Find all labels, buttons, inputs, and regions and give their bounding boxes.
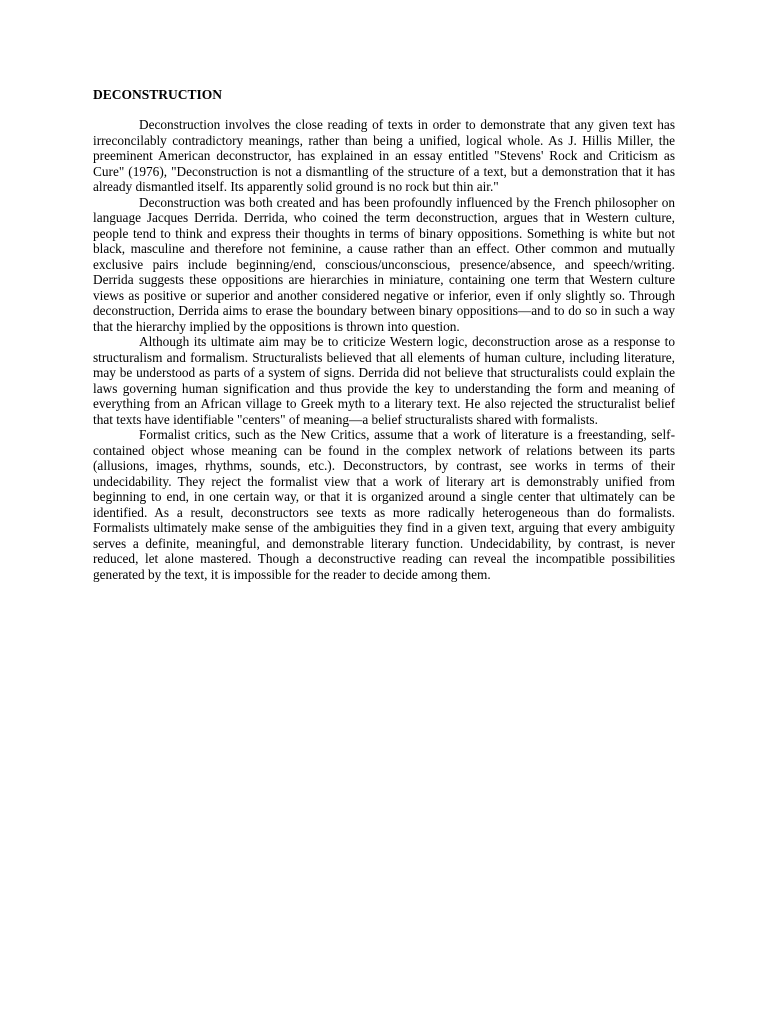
paragraph-1: Deconstruction involves the close reading of texts in order to demonstrate that any given text has irreconcilably contradictory meanings, rather than being a unified, logical whole. As J. Hillis Miller, the preeminent American deconstructor, has explained in an essay entitled "Stevens' Rock and Criticism as Cure" (1976), "Deconstruction is not a dismantling of the structure of a text, but a demonstration that it has already dismantled itself. Its apparently solid ground is no rock but thin air." xyxy=(93,117,675,194)
paragraph-2: Deconstruction was both created and has been profoundly influenced by the French philosopher on language Jacques Derrida. Derrida, who coined the term deconstruction, argues that in Western culture, people tend to think and express their thoughts in terms of binary oppositions. Something is white but not black, masculine and therefore not feminine, a cause rather than an effect. Other common and mutually exclusive pairs include beginning/end, conscious/unconscious, presence/absence, and speech/writing. Derrida suggests these oppositions are hierarchies in miniature, containing one term that Western culture views as positive or superior and another considered negative or inferior, even if only slightly so. Through deconstruction, Derrida aims to erase the boundary between binary oppositions—and to do so in such a way that the hierarchy implied by the oppositions is thrown into question. xyxy=(93,194,675,334)
paragraph-3: Although its ultimate aim may be to criticize Western logic, deconstruction arose as a response to structuralism and formalism. Structuralists believed that all elements of human culture, including literature, may be understood as parts of a system of signs. Derrida did not believe that structuralists could explain the laws governing human signification and thus provide the key to understanding the form and meaning of everything from an African village to Greek myth to a literary text. He also rejected the structuralist belief that texts have identifiable "centers" of meaning—a belief structuralists shared with formalists. xyxy=(93,334,675,427)
document-title: DECONSTRUCTION xyxy=(93,87,223,102)
paragraph-4: Formalist critics, such as the New Critics, assume that a work of literature is a freestanding, self-contained object whose meaning can be found in the complex network of relations between its parts (allusions, images, rhythms, sounds, etc.). Deconstructors, by contrast, see works in terms of their undecidability. They reject the formalist view that a work of literary art is demonstrably unified from beginning to end, in one certain way, or that it is organized around a single center that ultimately can be identified. As a result, deconstructors see texts as more radically heterogeneous than do formalists. Formalists ultimately make sense of the ambiguities they find in a given text, arguing that every ambiguity serves a definite, meaningful, and demonstrable literary function. Undecidability, by contrast, is never reduced, let alone mastered. Though a deconstructive reading can reveal the incompatible possibilities generated by the text, it is impossible for the reader to decide among them. xyxy=(93,427,675,582)
document-body xyxy=(93,86,675,582)
